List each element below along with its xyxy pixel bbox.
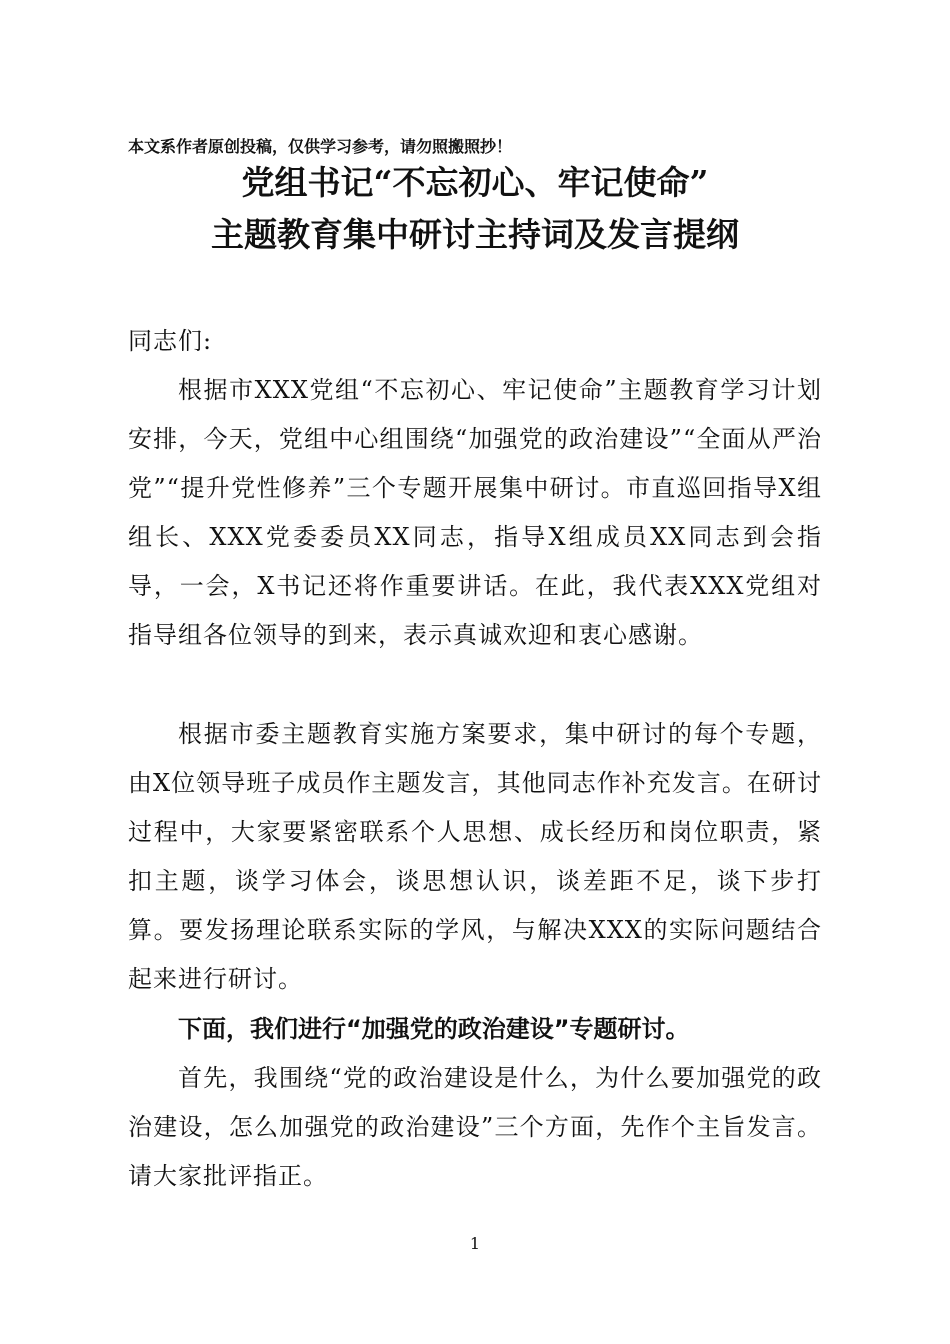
salutation: 同志们: xyxy=(128,327,213,355)
document-title-line-1: 党组书记“不忘初心、牢记使命” xyxy=(241,163,709,202)
page-number: 1 xyxy=(469,1234,481,1253)
body-paragraph-2: 根据市委主题教育实施方案要求，集中研讨的每个专题，由X位领导班子成员作主题发言，其他同志作补充发言。在研讨过程中，大家要紧密联系个人思想、成长经历和岗位职责，紧扣主题，谈学习体会，谈思想认识，谈差距不足，谈下步打算。要发扬理论联系实际的学风，与解决XXX的实际问题结合起来进行研讨。 xyxy=(128,720,822,993)
body-paragraph-1: 根据市XXX党组“不忘初心、牢记使命”主题教育学习计划安排，今天，党组中心组围绕“加强党的政治建设”“全面从严治党”“提升党性修养”三个专题开展集中研讨。市直巡回指导X组组长、XXX党委委员XX同志，指导X组成员XX同志到会指导，一会，X书记还将作重要讲话。在此，我代表XXX党组对指导组各位领导的到来，表示真诚欢迎和衷心感谢。 xyxy=(128,376,822,649)
section-heading-paragraph: 下面，我们进行“加强党的政治建设”专题研讨。 xyxy=(178,1015,690,1043)
document-title-line-2: 主题教育集中研讨主持词及发言提纲 xyxy=(211,215,739,254)
body-paragraph-4: 首先，我围绕“党的政治建设是什么，为什么要加强党的政治建设，怎么加强党的政治建设”三个方面，先作个主旨发言。请大家批评指正。 xyxy=(128,1064,822,1190)
copyright-notice: 本文系作者原创投稿，仅供学习参考，请勿照搬照抄！ xyxy=(128,137,513,156)
